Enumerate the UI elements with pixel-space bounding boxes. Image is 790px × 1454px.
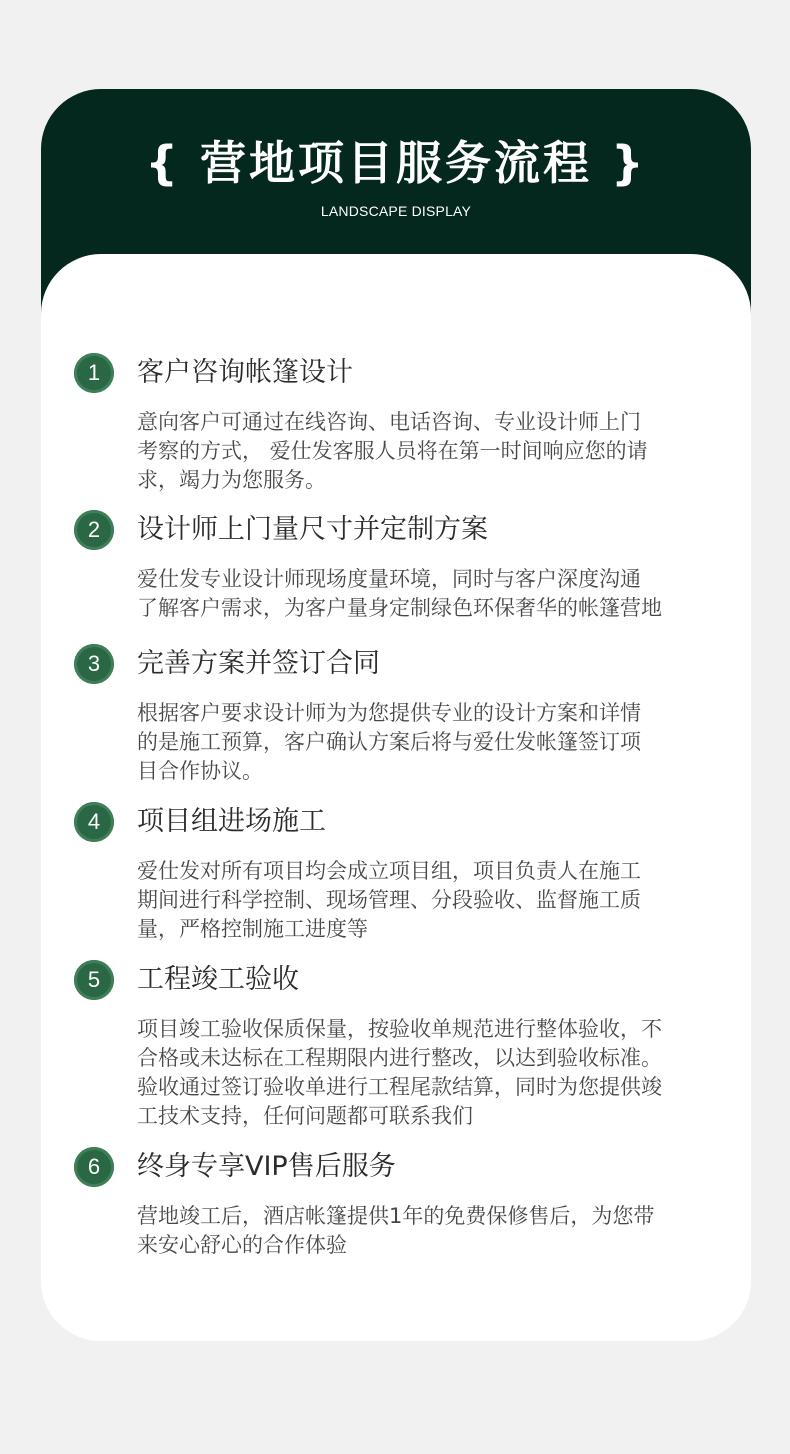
description-line: 根据客户要求设计师为为您提供专业的设计方案和详情 xyxy=(137,701,641,725)
step-number-badge: 5 xyxy=(74,960,114,1000)
step-title: 完善方案并签订合同 xyxy=(137,648,380,679)
step-title: 工程竣工验收 xyxy=(137,964,299,995)
step-number-badge: 2 xyxy=(74,510,114,550)
step-number-badge: 1 xyxy=(74,353,114,393)
step-title: 客户咨询帐篷设计 xyxy=(137,357,353,388)
steps-panel xyxy=(41,254,751,1341)
step-number-badge: 3 xyxy=(74,644,114,684)
description-line: 爱仕发对所有项目均会成立项目组，项目负责人在施工 xyxy=(137,859,641,883)
description-line: 量，严格控制施工进度等 xyxy=(137,917,368,941)
step-description xyxy=(137,1015,737,1131)
page-title: { 营地项目服务流程 } xyxy=(145,136,647,190)
step-description xyxy=(137,857,737,944)
page-subtitle: LANDSCAPE DISPLAY xyxy=(320,203,472,219)
description-line: 期间进行科学控制、现场管理、分段验收、监督施工质 xyxy=(137,888,641,912)
description-line: 求，竭力为您服务。 xyxy=(137,468,326,492)
step-description xyxy=(137,565,737,623)
step-number-badge: 4 xyxy=(74,802,114,842)
step-description xyxy=(137,1202,737,1260)
description-line: 了解客户需求，为客户量身定制绿色环保奢华的帐篷营地 xyxy=(137,596,662,620)
description-line: 来安心舒心的合作体验 xyxy=(137,1233,347,1257)
description-line: 意向客户可通过在线咨询、电话咨询、专业设计师上门 xyxy=(137,410,641,434)
description-line: 工技术支持，任何问题都可联系我们 xyxy=(137,1104,473,1128)
description-line: 项目竣工验收保质保量，按验收单规范进行整体验收，不 xyxy=(137,1017,662,1041)
description-line: 爱仕发专业设计师现场度量环境，同时与客户深度沟通 xyxy=(137,567,641,591)
step-title: 终身专享VIP售后服务 xyxy=(137,1151,396,1182)
step-title: 项目组进场施工 xyxy=(137,806,326,837)
step-title: 设计师上门量尺寸并定制方案 xyxy=(137,514,488,545)
step-description xyxy=(137,699,737,786)
description-line: 营地竣工后，酒店帐篷提供1年的免费保修售后，为您带 xyxy=(137,1204,655,1228)
step-description xyxy=(137,408,737,495)
description-line: 合格或未达标在工程期限内进行整改，以达到验收标准。 xyxy=(137,1046,662,1070)
description-line: 的是施工预算，客户确认方案后将与爱仕发帐篷签订项 xyxy=(137,730,641,754)
description-line: 考察的方式， 爱仕发客服人员将在第一时间响应您的请 xyxy=(137,439,648,463)
description-line: 验收通过签订验收单进行工程尾款结算，同时为您提供竣 xyxy=(137,1075,662,1099)
step-number-badge: 6 xyxy=(74,1147,114,1187)
description-line: 目合作协议。 xyxy=(137,759,263,783)
service-process-card xyxy=(41,89,751,1341)
